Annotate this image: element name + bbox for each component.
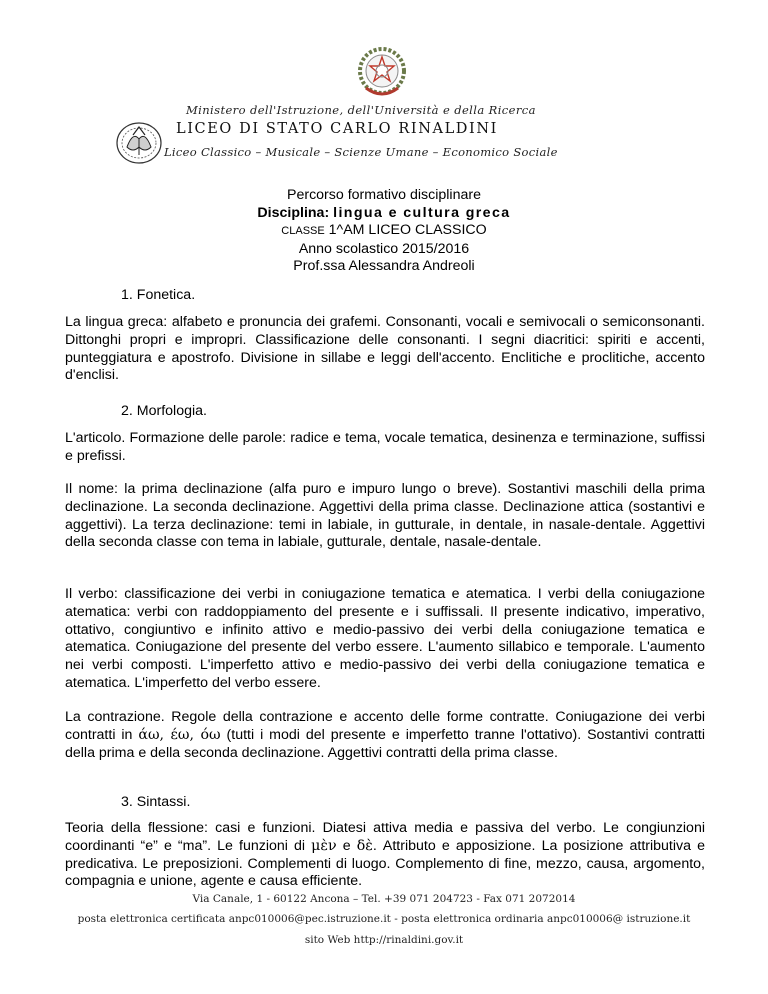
paragraph-contrazione [65, 709, 705, 762]
paragraph-fonetica: La lingua greca: alfabeto e pronuncia dei grafemi. Consonanti, vocali e semivocali o semiconsonanti. Dittonghi propri e impropri. Classificazione delle consonanti. I segni diacritici: spiriti e accenti, punteggiatura e apostrofo. Divisione in sillabe e leggi dell'accento. Enclitiche e proclitiche, accento d'enclisi. [65, 314, 705, 384]
paragraph-sintassi [65, 820, 705, 891]
contrazione-text-a: La contrazione. Regole della contrazione e accento delle forme contratte. Coniugazione dei verbi contratti in [65, 709, 705, 743]
contrazione-greek: άω, έω, όω [138, 726, 221, 743]
section-heading-fonetica: 1. Fonetica. [121, 287, 196, 303]
contrazione-text-b: (tutti i modi del presente e imperfetto tranne l'ottativo). Sostantivi contratti della prima e della seconda declinazione. Aggettivi contratti della prima classe. [65, 726, 705, 761]
republic-emblem-icon [352, 44, 412, 100]
discipline-value: lingua e cultura greca [333, 204, 511, 221]
discipline-prefix: Disciplina: [257, 204, 334, 221]
class-prefix: CLASSE [281, 225, 325, 237]
paragraph-articolo: L'articolo. Formazione delle parole: radice e tema, vocale tematica, desinenza e terminazione, suffissi e prefissi. [65, 430, 705, 464]
paragraph-nome: Il nome: la prima declinazione (alfa puro e impuro lungo o breve). Sostantivi maschili della prima declinazione. La seconda declinazione. Aggettivi della prima classe. Declinazione attica (sostantivi e aggettivi). La terza declinazione: temi in labiale, in gutturale, in dentale, in nasale-dentale. Aggettivi della seconda classe con tema in labiale, gutturale, dentale, nasale-dentale. [65, 481, 705, 551]
sintassi-greek-men: μὲν [311, 837, 337, 854]
section-heading-sintassi: 3. Sintassi. [121, 794, 191, 810]
sintassi-text-b: . Attributo e apposizione. La posizione attributiva e predicativa. Le preposizioni. Complementi di luogo. Complemento di fine, mezzo, causa, argomento, compagnia e unione, agente e causa efficiente. [65, 837, 705, 890]
school-name: LICEO DI STATO CARLO RINALDINI [176, 121, 498, 137]
sintassi-text-a: Teoria della flessione: casi e funzioni. Diatesi attiva media e passiva del verbo. Le congiunzioni coordinanti “e” e “ma”. Le funzioni di [65, 820, 705, 854]
school-year-line: Anno scolastico 2015/2016 [298, 240, 470, 257]
section-heading-morfologia: 2. Morfologia. [121, 403, 207, 419]
footer-email: posta elettronica certificata anpc010006@pec.istruzione.it - posta elettronica ordinaria anpc010006@ istruzione.it [77, 913, 691, 925]
sintassi-text-mid: e [336, 837, 357, 854]
school-areas: Liceo Classico – Musicale – Scienze Umane – Economico Sociale [164, 145, 558, 159]
footer-address: Via Canale, 1 - 60122 Ancona – Tel. +39 071 204723 - Fax 071 2072014 [192, 893, 576, 905]
paragraph-verbo: Il verbo: classificazione dei verbi in coniugazione tematica e atematica. I verbi della coniugazione atematica: verbi con raddoppiamento del presente e i suffissali. Il presente indicativo, imperativo, ottativo, congiuntivo e infinito attivo e medio-passivo dei verbi della coniugazione tematica e atematica. Coniugazione del presente del verbo essere. L'aumento sillabico e temporale. L'aumento nei verbi composti. L'imperfetto attivo e medio-passivo dei verbi della coniugazione tematica e atematica. L'imperfetto del verbo essere. [65, 586, 705, 691]
school-logo-icon [113, 117, 165, 169]
sintassi-greek-de: δὲ [356, 837, 373, 854]
class-line [0, 222, 768, 241]
footer-website: sito Web http://rinaldini.gov.it [304, 934, 464, 946]
class-value: 1^AM LICEO CLASSICO [324, 222, 487, 238]
discipline-line [0, 205, 768, 223]
title-line: Percorso formativo disciplinare [287, 187, 481, 203]
ministry-line: Ministero dell'Istruzione, dell'Università e della Ricerca [186, 103, 536, 117]
document-title-block [0, 187, 768, 276]
teacher-line: Prof.ssa Alessandra Andreoli [293, 258, 475, 274]
